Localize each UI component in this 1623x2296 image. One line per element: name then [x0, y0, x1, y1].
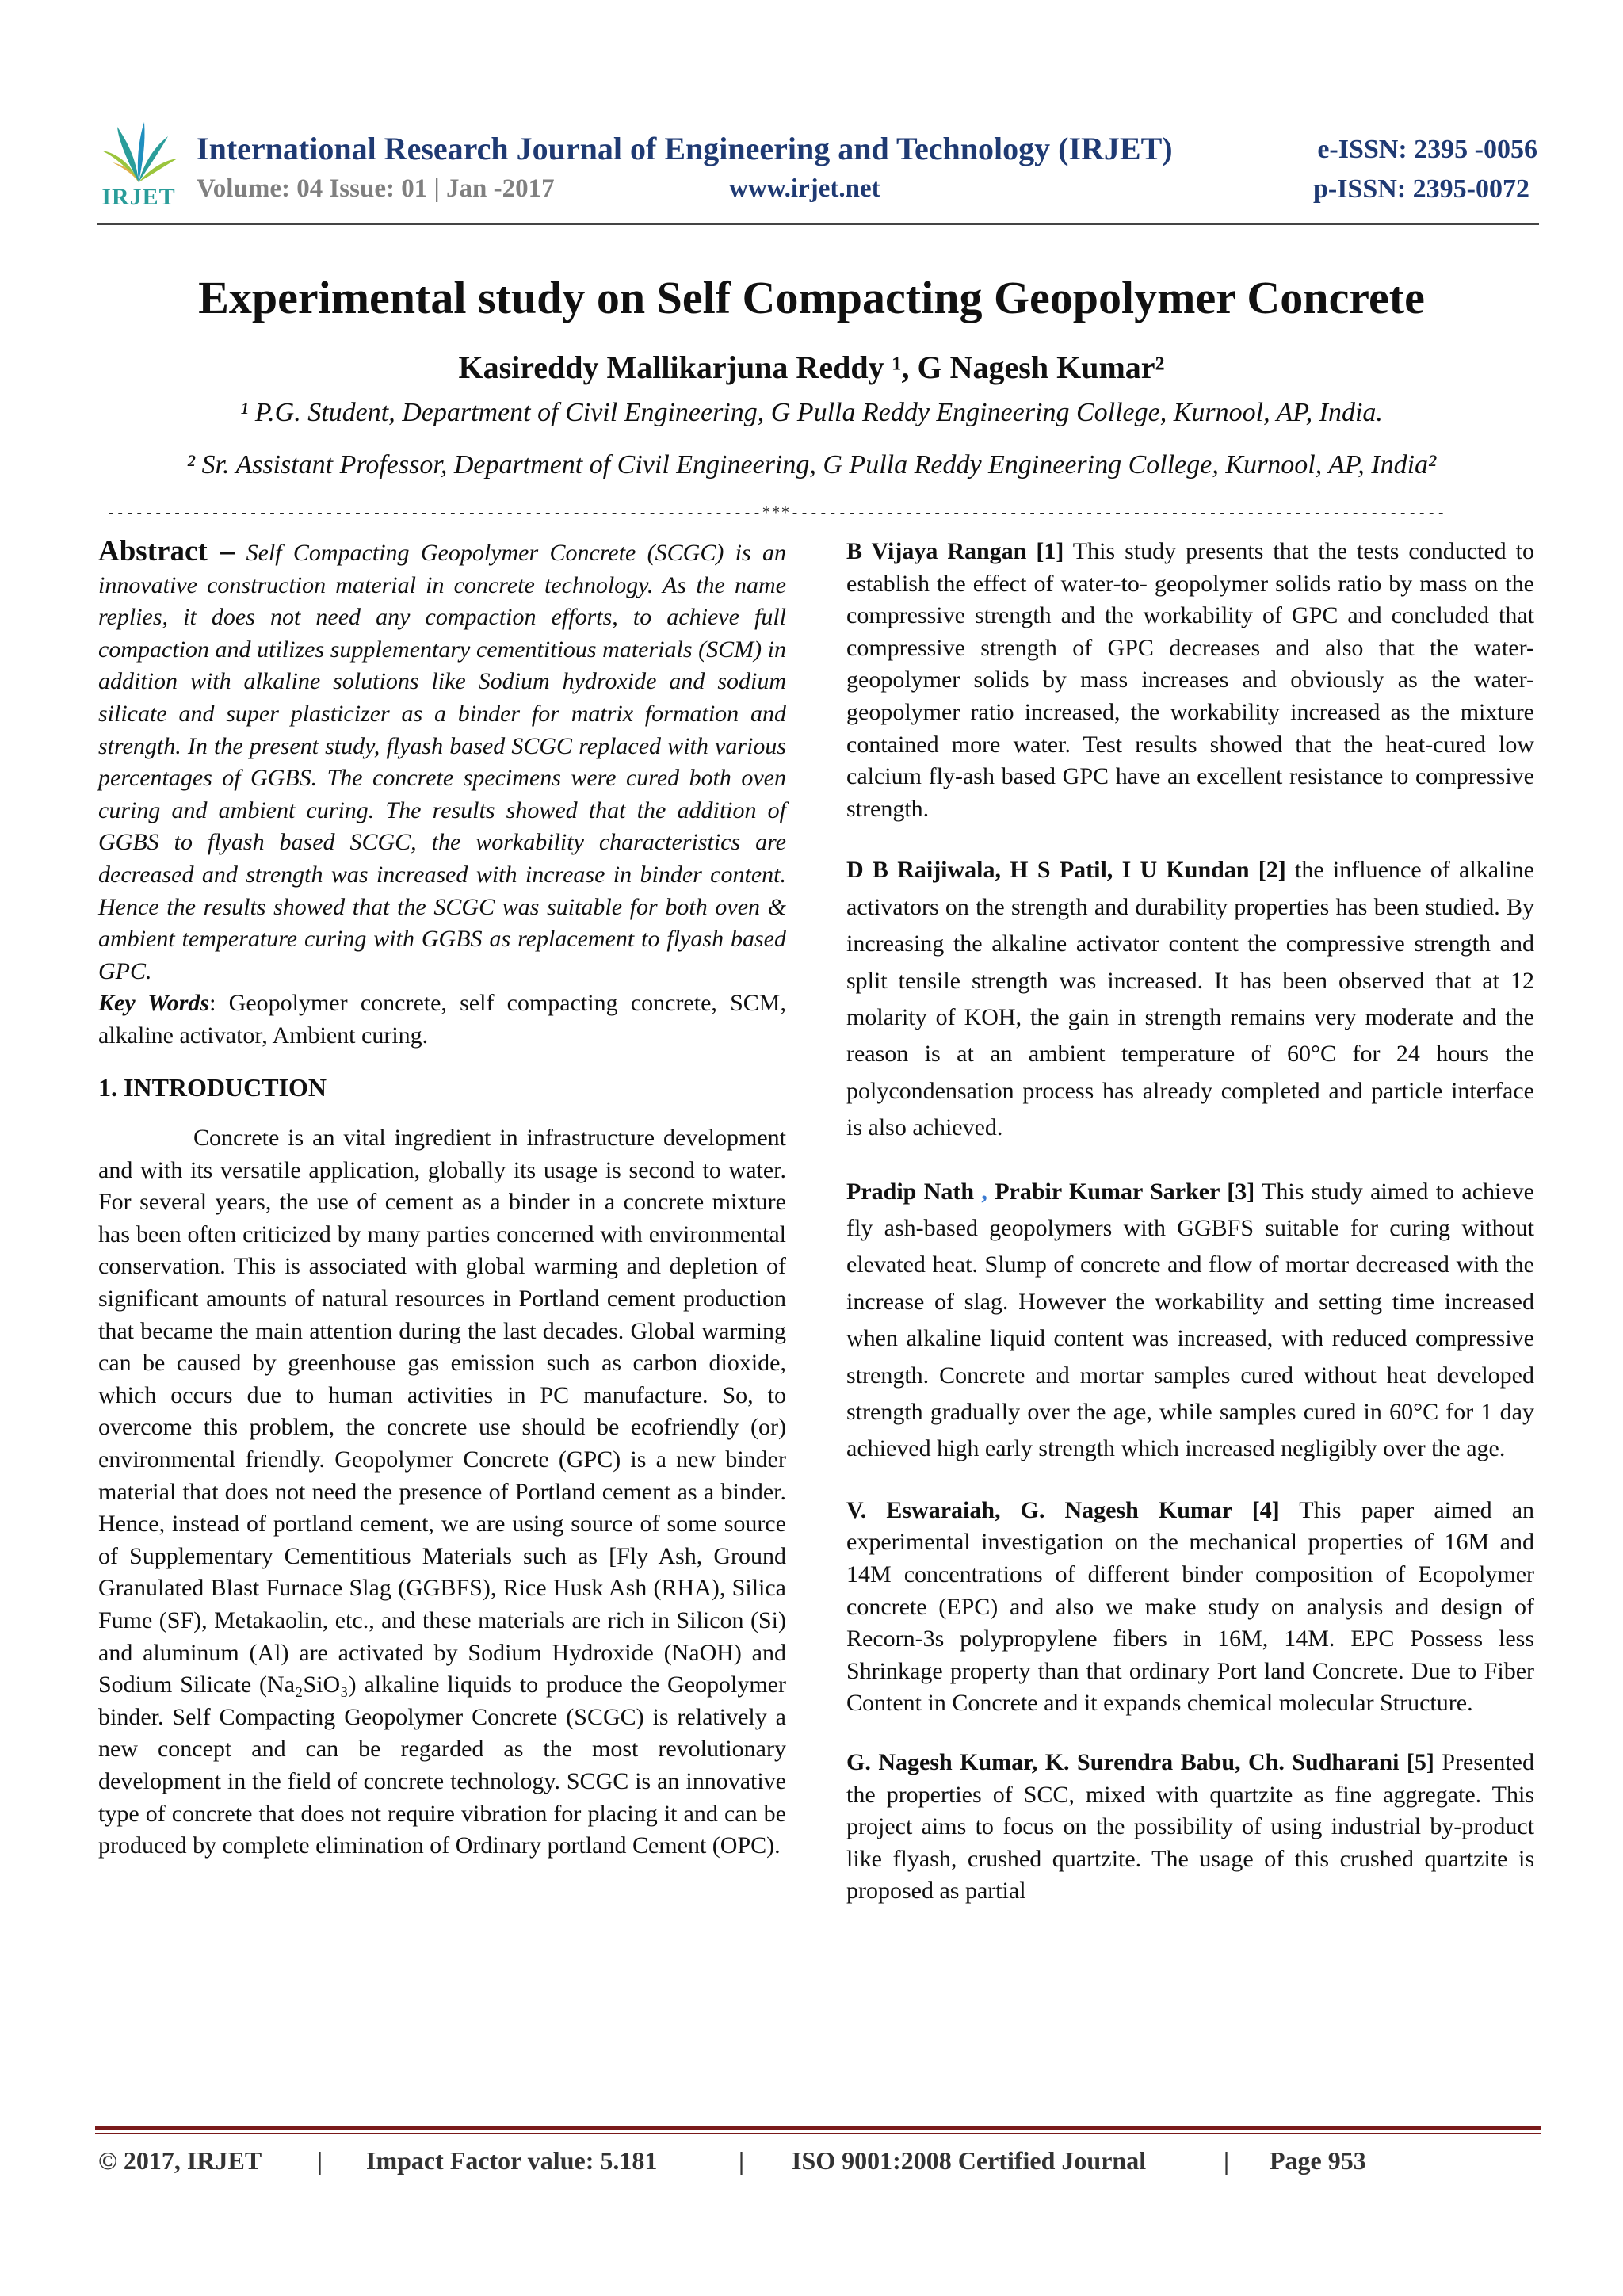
literature-item: [846, 1495, 1534, 1720]
abstract-heading: Abstract –: [98, 535, 235, 567]
irjet-logo: [95, 119, 182, 212]
journal-header: [95, 119, 1537, 214]
literature-authors: Prabir Kumar Sarker [3]: [995, 1178, 1255, 1205]
footer-divider-thin: [95, 2133, 1541, 2134]
paper-title: Experimental study on Self Compacting Geopolymer Concrete: [198, 272, 1425, 323]
footer-page-number: Page 953: [1270, 2146, 1366, 2175]
literature-text: This study aimed to achieve fly ash-based geopolymers with GGBFS suitable for curing without elevated heat. Slump of concrete and flow of mortar decreased with the increase of slag. However the workability and setting time increased when alkaline liquid content was increased, with reduced compressive strength. Concrete and mortar samples cured without heat developed strength gradually over the age, while samples cured in 60°C for 1 day achieved high early strength which increased negligibly over the age.: [846, 1178, 1534, 1462]
e-issn: e-ISSN: 2395 -0056: [1317, 135, 1537, 164]
literature-text: This study presents that the tests conducted to establish the effect of water-to- geopolymer solids ratio by mass on the compressive strength and the workability of GPC and concluded that compressive strength of GPC decreases and also that the water-geopolymer solids by mass increases and obviously as the water- geopolymer ratio increased, the workability increased as the mixture contained more water. Test results showed that the heat-cured low calcium fly-ash based GPC have an excellent resistance to compressive strength.: [846, 538, 1534, 822]
footer-iso: ISO 9001:2008 Certified Journal: [792, 2146, 1147, 2175]
footer-separator: |: [739, 2146, 745, 2175]
right-column: [846, 536, 1534, 1935]
section-separator: ---------------------------------------------------------------------***---------------------------------------------------------------------: [106, 504, 1446, 521]
literature-authors: Pradip Nath: [846, 1178, 975, 1205]
journal-website-link[interactable]: www.irjet.net: [729, 174, 880, 203]
affiliation-1: ¹ P.G. Student, Department of Civil Engineering, G Pulla Reddy Engineering College, Kurnool, AP, India.: [240, 398, 1383, 427]
header-divider: [97, 223, 1539, 225]
page-footer: [98, 2146, 1541, 2181]
abstract: [98, 536, 786, 988]
footer-divider: [95, 2126, 1541, 2130]
literature-item: [846, 1174, 1534, 1468]
literature-authors: D B Raijiwala, H S Patil, I U Kundan [2]: [846, 857, 1286, 884]
paper-authors: Kasireddy Mallikarjuna Reddy ¹, G Nagesh Kumar²: [458, 350, 1165, 385]
p-issn: p-ISSN: 2395-0072: [1313, 174, 1529, 204]
footer-separator: |: [1224, 2146, 1230, 2175]
literature-authors: G. Nagesh Kumar, K. Surendra Babu, Ch. Sudharani [5]: [846, 1749, 1434, 1775]
literature-authors: B Vijaya Rangan [1]: [846, 538, 1064, 564]
affiliation-2: ² Sr. Assistant Professor, Department of Civil Engineering, G Pulla Reddy Engineering College, Kurnool, AP, India²: [186, 450, 1437, 479]
literature-authors: V. Eswaraiah, G. Nagesh Kumar [4]: [846, 1496, 1280, 1523]
literature-item: [846, 536, 1534, 825]
literature-text: the influence of alkaline activators on the strength and durability properties has been studied. By increasing the alkaline activator content the compressive strength and split tensile strength was increased. It has been observed that at 12 molarity of KOH, the gain in strength remains very moderate and the reason is at an ambient temperature of 60°C for 24 hours the polycondensation process has already completed and particle interface is also achieved.: [846, 857, 1534, 1141]
introduction-body: Concrete is an vital ingredient in infrastructure development and with its versatile application, globally its usage is second to water. For several years, the use of cement as a binder in a concrete mixture has been often criticized by many parties concerned with environmental conservation. This is associated with global warming and depletion of significant amounts of natural resources in Portland cement production that became the main attention during the last decades. Global warming can be caused by greenhouse gas emission such as carbon dioxide, which occurs due to human activities in PC manufacture. So, to overcome this problem, the concrete use should be ecofriendly (or) environmental friendly. Geopolymer Concrete (GPC) is a new binder material that does not need the presence of Portland cement as a binder. Hence, instead of portland cement, we are using source of some source of Supplementary Cementitious Materials such as [Fly Ash, Ground Granulated Blast Furnace Slag (GGBFS), Rice Husk Ash (RHA), Silica Fume (SF), Metakaolin, etc., and these materials are rich in Silicon (Si) and aluminum (Al) are activated by Sodium Hydroxide (NaOH) and Sodium Silicate (Na₂SiO₃) alkaline liquids to produce the Geopolymer binder. Self Compacting Geopolymer Concrete (SCGC) is relatively a new concept and can be regarded as the most revolutionary development in the field of concrete technology. SCGC is an innovative type of concrete that does not require vibration for placing it and can be produced by complete elimination of Ordinary portland Cement (OPC).: [98, 1125, 786, 1859]
literature-text: This paper aimed an experimental investigation on the mechanical properties of 16M and 14M concentrations of different binder composition of Ecopolymer concrete (EPC) and also we make study on analysis and design of Recorn-3s polypropylene fibers in 16M, 14M. EPC Possess less Shrinkage property than that ordinary Port land Concrete. Due to Fiber Content in Concrete and it expands chemical molecular Structure.: [846, 1496, 1535, 1717]
logo-text: IRJET: [101, 184, 176, 210]
abstract-body: Self Compacting Geopolymer Concrete (SCGC) is an innovative construction material in concrete technology. As the name replies, it does not need any compaction efforts, to achieve full compaction and utilizes supplementary cementitious materials (SCM) in addition with alkaline solutions like Sodium hydroxide and sodium silicate and super plasticizer as a binder for matrix formation and strength. In the present study, flyash based SCGC replaced with various percentages of GGBS. The concrete specimens were cured both oven curing and ambient curing. The results showed that the addition of GGBS to flyash based SCGC, the workability characteristics are decreased and strength was increased with increase in binder content. Hence the results showed that the SCGC was suitable for both oven & ambient temperature curing with GGBS as replacement to flyash based GPC.: [98, 540, 786, 984]
keywords-heading: Key Words: [98, 990, 210, 1017]
literature-comma: ,: [974, 1178, 995, 1205]
journal-name: International Research Journal of Engineering and Technology (IRJET): [197, 131, 1173, 166]
introduction-heading: 1. INTRODUCTION: [98, 1072, 327, 1102]
volume-issue: Volume: 04 Issue: 01 | Jan -2017: [197, 174, 555, 203]
literature-item: [846, 1747, 1534, 1908]
footer-separator: |: [317, 2146, 323, 2175]
keywords: [98, 988, 786, 1052]
literature-item: [846, 852, 1534, 1146]
footer-impact-factor: Impact Factor value: 5.181: [366, 2146, 658, 2175]
leaf-logo-icon: [95, 119, 182, 190]
literature-text: Presented the properties of SCC, mixed with quartzite as fine aggregate. This project aims to focus on the possibility of using industrial by-product like flyash, crushed quartzite. The usage of this crushed quartzite is proposed as partial: [846, 1749, 1534, 1904]
footer-copyright: © 2017, IRJET: [98, 2146, 262, 2175]
keywords-list: : Geopolymer concrete, self compacting concrete, SCM, alkaline activator, Ambient curing.: [98, 990, 786, 1049]
left-column: [98, 536, 786, 1862]
